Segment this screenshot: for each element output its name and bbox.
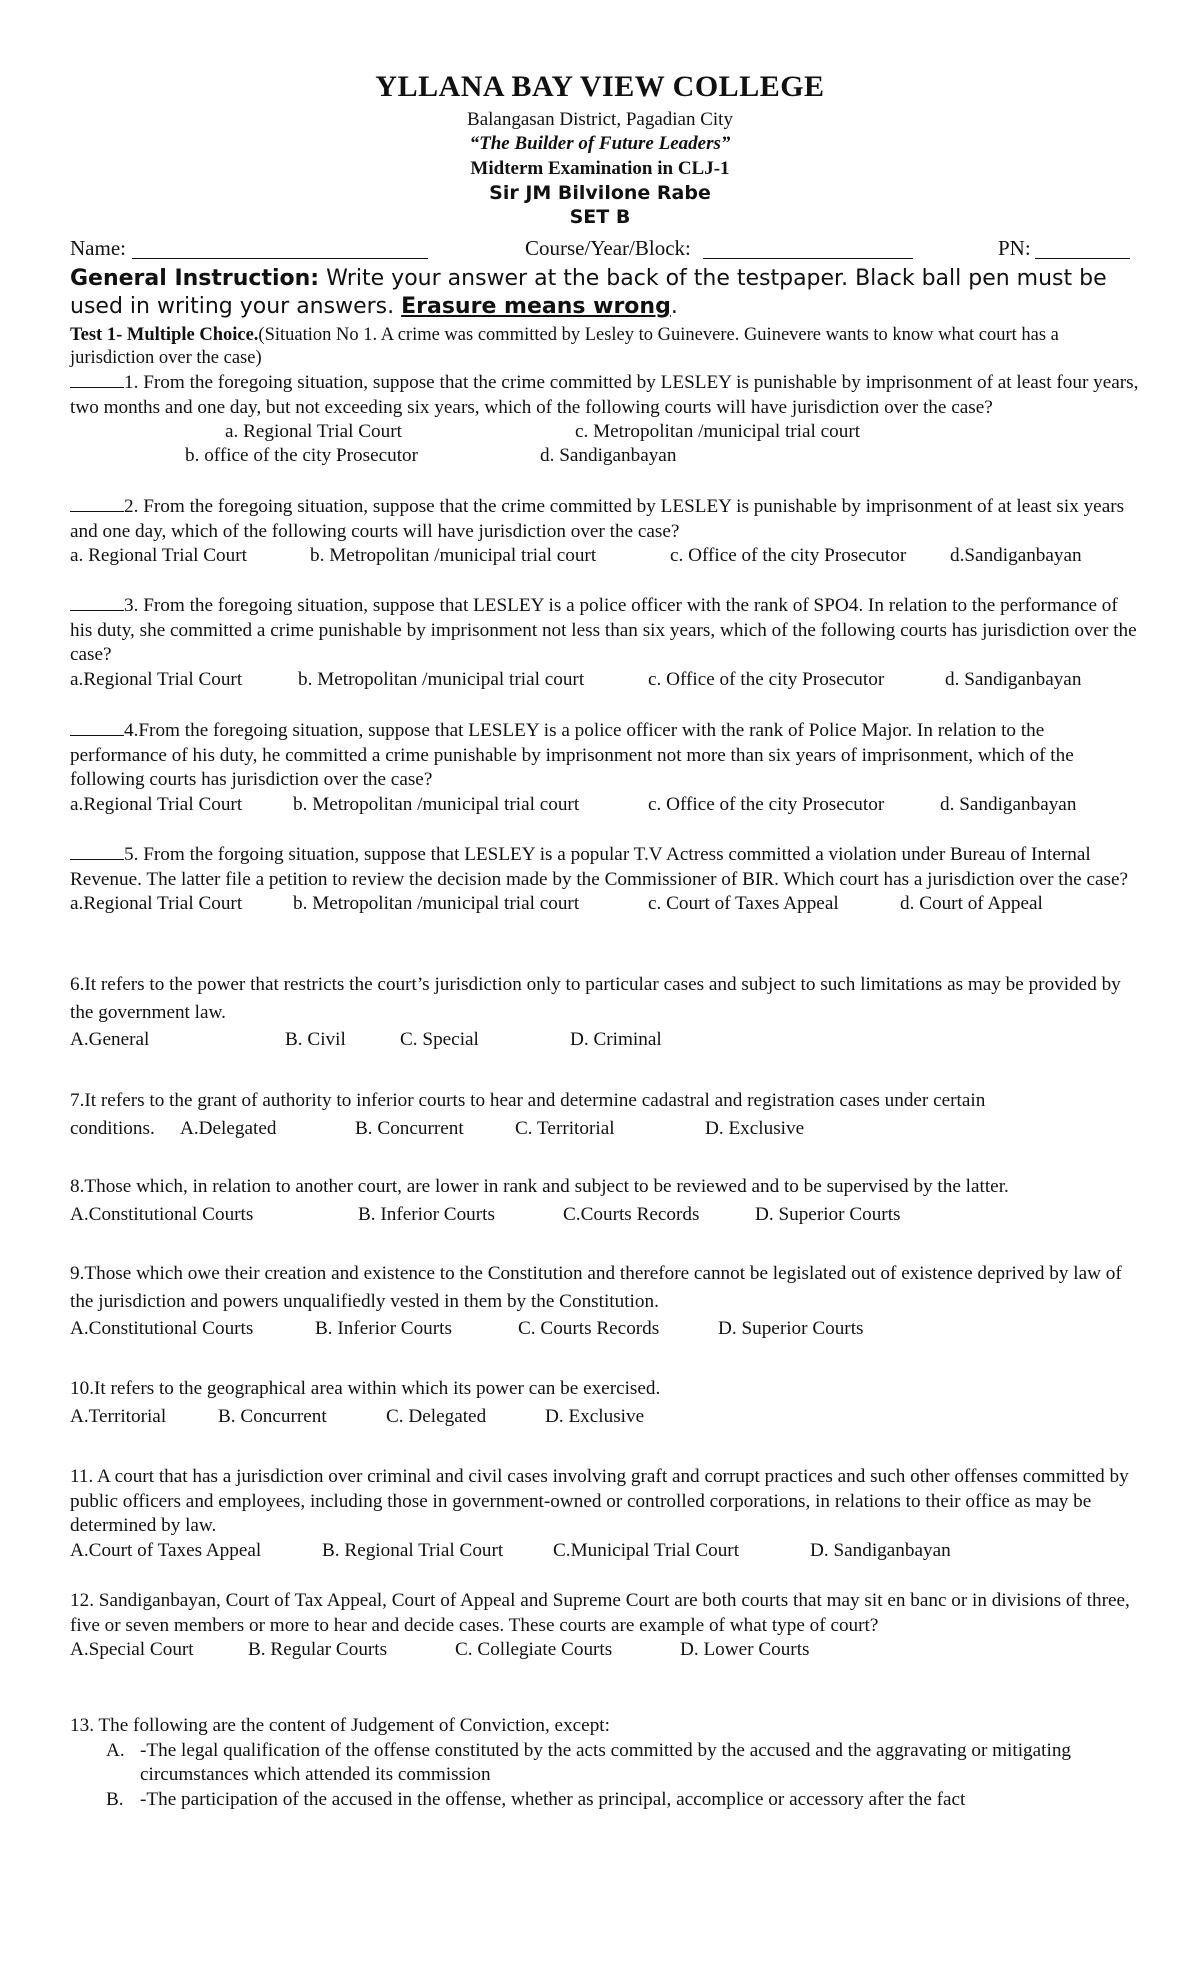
- option-a: A.Court of Taxes Appeal: [70, 1539, 262, 1561]
- question-text: 1. From the foregoing situation, suppose that the crime committed by LESLEY is punishable by imprisonment of at least four years, two months and one day, but not exceeding six years, which of the following courts will have jurisdiction over the case?: [70, 372, 1139, 418]
- question-11: [70, 1465, 1140, 1564]
- option-a: a.Regional Trial Court: [70, 893, 243, 915]
- question-text: 13. The following are the content of Judgement of Conviction, except:: [70, 1715, 610, 1736]
- choice-text: -The legal qualification of the offense constituted by the acts committed by the accused and the aggravating or mitigating circumstances which attended its commission: [140, 1739, 1072, 1786]
- options: [70, 668, 1140, 693]
- option-a: a. Regional Trial Court: [225, 421, 402, 442]
- option-b: B. Regional Trial Court: [322, 1539, 504, 1561]
- course-label: Course/Year/Block:: [525, 236, 691, 260]
- option-c: C.Municipal Trial Court: [553, 1539, 740, 1561]
- options: [70, 1026, 1140, 1054]
- option-d: D. Criminal: [570, 1029, 662, 1050]
- options: [70, 544, 1140, 569]
- answer-blank[interactable]: [70, 495, 124, 512]
- option-a: A.Constitutional Courts: [70, 1203, 254, 1225]
- choice-text: -The participation of the accused in the offense, whether as principal, accomplice or accessory after the fact: [140, 1788, 966, 1810]
- exam-title: Midterm Examination in CLJ-1: [470, 158, 730, 179]
- option-d: d. Court of Appeal: [900, 893, 1043, 915]
- name-field[interactable]: [132, 258, 428, 259]
- question-9: [70, 1260, 1140, 1343]
- school-motto: “The Builder of Future Leaders”: [469, 133, 731, 154]
- pn-field[interactable]: [1035, 258, 1130, 259]
- option-c: c. Metropolitan /municipal trial court: [575, 421, 861, 442]
- student-info-line: [70, 236, 1130, 262]
- option-b: B. Concurrent: [218, 1405, 327, 1427]
- option-d: D. Lower Courts: [680, 1639, 810, 1661]
- instruction-emphasis: Erasure means wrong: [401, 294, 671, 319]
- option-a: A.Territorial: [70, 1405, 167, 1427]
- choice-letter: B.: [106, 1788, 124, 1810]
- exam-set: SET B: [569, 206, 631, 228]
- instruction-end: .: [670, 294, 678, 319]
- question-text: 10.It refers to the geographical area within which its power can be exercised.: [70, 1378, 661, 1399]
- question-text: 2. From the foregoing situation, suppose that the crime committed by LESLEY is punishable by imprisonment of at least six years and one day, which of the following courts will have jurisdiction over the case?: [70, 496, 1125, 542]
- option-d: d. Sandiganbayan: [945, 668, 1082, 690]
- question-5: [70, 843, 1140, 917]
- question-1: [70, 371, 1140, 420]
- option-c: c. Office of the city Prosecutor: [648, 793, 885, 815]
- option-d: D. Superior Courts: [718, 1318, 864, 1339]
- question-7: [70, 1087, 1140, 1143]
- option-b: B. Concurrent: [355, 1117, 464, 1139]
- option-d: D. Sandiganbayan: [810, 1539, 951, 1561]
- option-d: D. Exclusive: [705, 1117, 805, 1139]
- test-label: Test 1- Multiple Choice.: [70, 325, 259, 345]
- answer-blank[interactable]: [70, 719, 124, 736]
- options: [70, 1315, 1140, 1343]
- question-4: [70, 719, 1140, 818]
- option-c: C. Special: [400, 1029, 479, 1050]
- question-text: 7.It refers to the grant of authority to inferior courts to hear and determine cadastral and registration cases under certain: [70, 1090, 986, 1111]
- options: [70, 1115, 1140, 1143]
- option-c: C.Courts Records: [563, 1203, 700, 1225]
- option-d: d.Sandiganbayan: [950, 545, 1082, 567]
- option-d: d. Sandiganbayan: [940, 793, 1077, 815]
- option-a: A.Delegated: [180, 1117, 277, 1139]
- option-c: C. Delegated: [386, 1405, 487, 1427]
- course-field[interactable]: [703, 258, 913, 259]
- question-6: [70, 971, 1140, 1054]
- option-c: c. Court of Taxes Appeal: [648, 893, 839, 915]
- options: [70, 1638, 1140, 1663]
- option-c: C. Collegiate Courts: [455, 1639, 613, 1661]
- option-a: A.General: [70, 1029, 150, 1050]
- instruction-label: General Instruction:: [70, 266, 320, 291]
- pn-label: PN:: [998, 236, 1031, 260]
- option-b: B. Civil: [285, 1029, 346, 1050]
- option-b: b. office of the city Prosecutor: [185, 445, 419, 466]
- question-text: 6.It refers to the power that restricts the court’s jurisdiction only to particular cases and subject to such limitations as may be provided by the government law.: [70, 974, 1121, 1023]
- teacher-name: Sir JM Bilvilone Rabe: [489, 182, 711, 204]
- option-c: c. Office of the city Prosecutor: [648, 668, 885, 690]
- option-b: B. Regular Courts: [248, 1639, 388, 1661]
- option-c: C. Territorial: [515, 1117, 615, 1139]
- question-1-options: [70, 420, 1140, 470]
- option-b: B. Inferior Courts: [315, 1318, 452, 1339]
- choice-b: [70, 1788, 1140, 1813]
- option-c: c. Office of the city Prosecutor: [670, 545, 907, 567]
- question-8: [70, 1173, 1140, 1229]
- question-text: 8.Those which, in relation to another court, are lower in rank and subject to be reviewed and to be supervised by the latter.: [70, 1176, 1009, 1197]
- options: [70, 892, 1140, 917]
- option-b: b. Metropolitan /municipal trial court: [293, 793, 580, 815]
- choice-letter: A.: [106, 1739, 125, 1761]
- options: [70, 1403, 1140, 1431]
- question-text: 12. Sandiganbayan, Court of Tax Appeal, Court of Appeal and Supreme Court are both courts that may sit en banc or in divisions of three, five or seven members or more to hear and decide cases. These courts are example of what type of court?: [70, 1590, 1130, 1636]
- option-a: A.Constitutional Courts: [70, 1318, 254, 1339]
- school-address: Balangasan District, Pagadian City: [467, 109, 733, 130]
- answer-blank[interactable]: [70, 371, 124, 388]
- option-b: b. Metropolitan /municipal trial court: [310, 545, 597, 567]
- option-b: B. Inferior Courts: [358, 1203, 495, 1225]
- question-3: [70, 594, 1140, 693]
- question-text: 3. From the foregoing situation, suppose that LESLEY is a police officer with the rank of SPO4. In relation to the performance of his duty, she committed a crime punishable by imprisonment not less than six years, which of the following courts has jurisdiction over the case?: [70, 595, 1137, 666]
- option-a: a. Regional Trial Court: [70, 545, 247, 567]
- school-name: YLLANA BAY VIEW COLLEGE: [375, 70, 825, 103]
- choice-a: [70, 1739, 1140, 1788]
- option-b: b. Metropolitan /municipal trial court: [298, 668, 585, 690]
- question-12: [70, 1589, 1140, 1663]
- options: [70, 1201, 1140, 1229]
- option-c: C. Courts Records: [518, 1318, 660, 1339]
- question-text: 4.From the foregoing situation, suppose that LESLEY is a police officer with the rank of Police Major. In relation to the performance of his duty, he committed a crime punishable by imprisonment not more than six years of imprisonment, which of the following courts has jurisdiction over the case?: [70, 720, 1074, 791]
- option-d: d. Sandiganbayan: [540, 445, 677, 466]
- options: [70, 793, 1140, 818]
- options: [70, 1539, 1140, 1564]
- test-intro: (Situation No 1. A crime was committed by Lesley to Guinevere. Guinevere wants to know what court has a jurisdiction over the case): [70, 325, 1059, 368]
- instruction-text: Write your answer at the back of the testpaper. Black ball pen must be used in writing your answers.: [70, 266, 1107, 319]
- option-d: D. Exclusive: [545, 1405, 645, 1427]
- general-instruction: [70, 265, 1140, 321]
- option-a: a.Regional Trial Court: [70, 668, 243, 690]
- option-a: A.Special Court: [70, 1639, 194, 1661]
- answer-blank[interactable]: [70, 594, 124, 611]
- option-d: D. Superior Courts: [755, 1203, 901, 1225]
- answer-blank[interactable]: [70, 843, 124, 860]
- option-a: a.Regional Trial Court: [70, 793, 243, 815]
- option-b: b. Metropolitan /municipal trial court: [293, 893, 580, 915]
- test-1-heading: [70, 324, 1140, 370]
- question-text: 9.Those which owe their creation and existence to the Constitution and therefore cannot be legislated out of existence deprived by law of the jurisdiction and powers unqualifiedly vested in them by the Constitution.: [70, 1263, 1122, 1312]
- question-text: 5. From the forgoing situation, suppose that LESLEY is a popular T.V Actress committed a violation under Bureau of Internal Revenue. The latter file a petition to review the decision made by the Commissioner of BIR. Which court has a jurisdiction over the case?: [70, 844, 1129, 890]
- question-2: [70, 495, 1140, 569]
- name-label: Name:: [70, 236, 126, 260]
- question-text: 11. A court that has a jurisdiction over criminal and civil cases involving graft and corrupt practices and such other offenses committed by public officers and employees, including those in government-owned or controlled corporations, in relations to their office as may be determined by law.: [70, 1466, 1129, 1537]
- question-10: [70, 1375, 1140, 1431]
- question-13: [70, 1714, 1140, 1812]
- question-lead: conditions.: [70, 1117, 155, 1139]
